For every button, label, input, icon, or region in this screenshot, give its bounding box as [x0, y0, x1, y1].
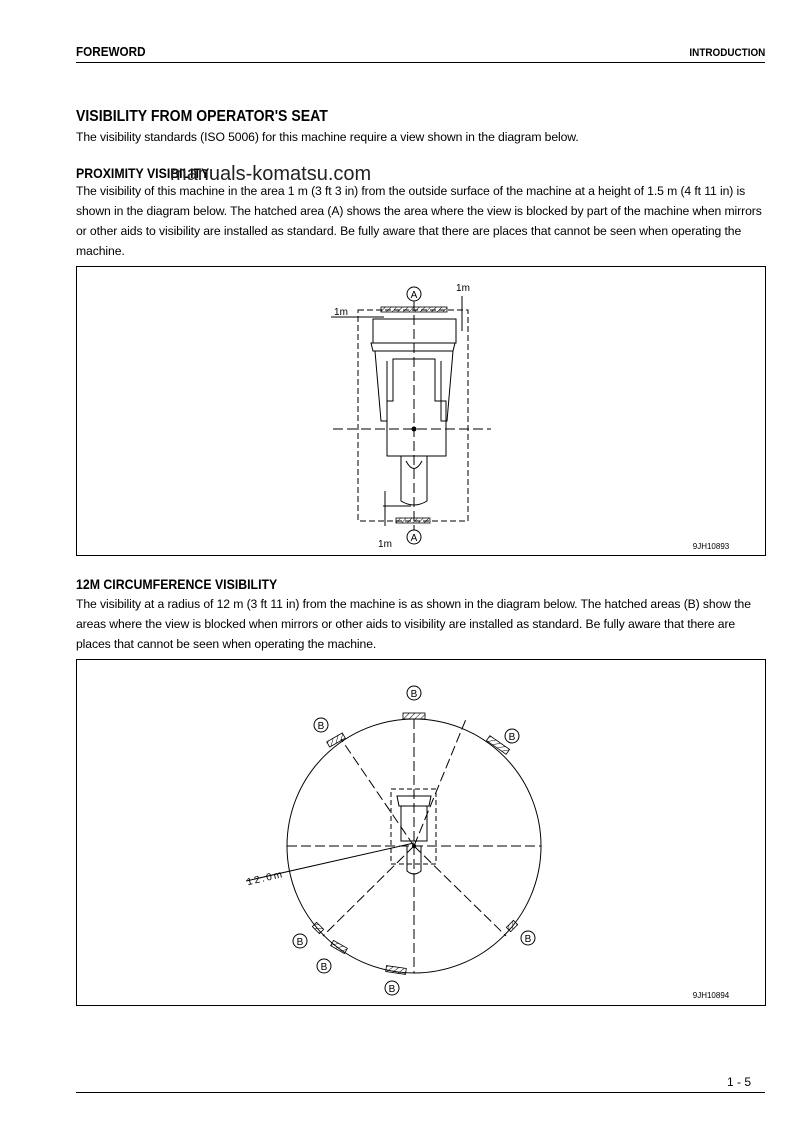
svg-text:B: [321, 962, 328, 973]
header-right: INTRODUCTION: [689, 47, 765, 59]
svg-text:B: [297, 937, 304, 948]
section-intro: The visibility standards (ISO 5006) for this machine require a view shown in the diagram below.: [76, 130, 579, 144]
svg-text:9JH10893: [693, 542, 730, 551]
hatched-area-b: [331, 940, 348, 953]
svg-text:B: [411, 689, 418, 700]
proximity-diagram: [77, 267, 765, 555]
svg-text:12.0m: [246, 869, 285, 888]
hatched-area-b: [386, 966, 407, 975]
dim-label-side: 1m: [334, 307, 348, 318]
svg-text:1m: [456, 283, 470, 294]
area-label-b: B: [388, 984, 396, 995]
area-label-b: B: [317, 721, 325, 732]
circumference-title: 12M CIRCUMFERENCE VISIBILITY: [76, 576, 278, 592]
area-label-a-top: A: [410, 290, 418, 301]
circumference-figure: [76, 659, 766, 1006]
area-label-b: B: [508, 732, 516, 743]
area-label-b: B: [524, 934, 532, 945]
svg-text:B: [318, 721, 325, 732]
footer-rule: [76, 1092, 765, 1093]
radius-label: 12.0m: [245, 868, 286, 889]
page-number: 1 - 5: [726, 1075, 751, 1089]
hatched-area-a-front: [381, 307, 447, 312]
hatched-area-b: [403, 713, 425, 719]
hatched-area-b: [327, 733, 346, 747]
figure-code: 9JH10894: [692, 991, 730, 1000]
proximity-body: The visibility of this machine in the area 1 m (3 ft 3 in) from the outside surface of the machine at a height of 1.5 m (4 ft 11 in) is shown in the diagram below. The hatched area (A) shows the area where the view is blocked by part of the machine when mirrors or other aids to visibility are installed as standard. Be fully aware that there are places that cannot be seen when operating the machine.: [76, 184, 762, 258]
area-label-b: B: [410, 689, 418, 700]
dim-label-rear: 1m: [378, 539, 392, 550]
circumference-body: The visibility at a radius of 12 m (3 ft 11 in) from the machine is as shown in the diagram below. The hatched areas (B) show the areas where the view is blocked when mirrors or other aids to visibility are installed as standard. Be fully aware that there are places that cannot be seen when operating the machine.: [76, 597, 751, 651]
figure-code: 9JH10893: [692, 542, 730, 551]
area-label-b: B: [320, 962, 328, 973]
svg-text:B: [509, 732, 516, 743]
section-title: VISIBILITY FROM OPERATOR'S SEAT: [76, 108, 328, 125]
area-label-b: B: [296, 937, 304, 948]
proximity-title: PROXIMITY VISIBILITY: [76, 165, 210, 181]
dim-label-front: 1m: [456, 283, 470, 294]
svg-text:1m: [334, 307, 348, 318]
watermark: manuals-komatsu.com: [170, 163, 372, 185]
svg-text:A: [411, 290, 418, 301]
hatched-area-a-rear: [396, 518, 430, 523]
header-rule: [76, 62, 765, 63]
header-left: FOREWORD: [76, 44, 146, 59]
area-label-a-bottom: A: [410, 533, 418, 544]
svg-text:A: [411, 533, 418, 544]
svg-text:B: [389, 984, 396, 995]
svg-text:9JH10894: [693, 991, 730, 1000]
circumference-diagram: [77, 660, 765, 1005]
svg-text:1m: [378, 539, 392, 550]
svg-text:B: [525, 934, 532, 945]
proximity-figure: [76, 266, 766, 556]
